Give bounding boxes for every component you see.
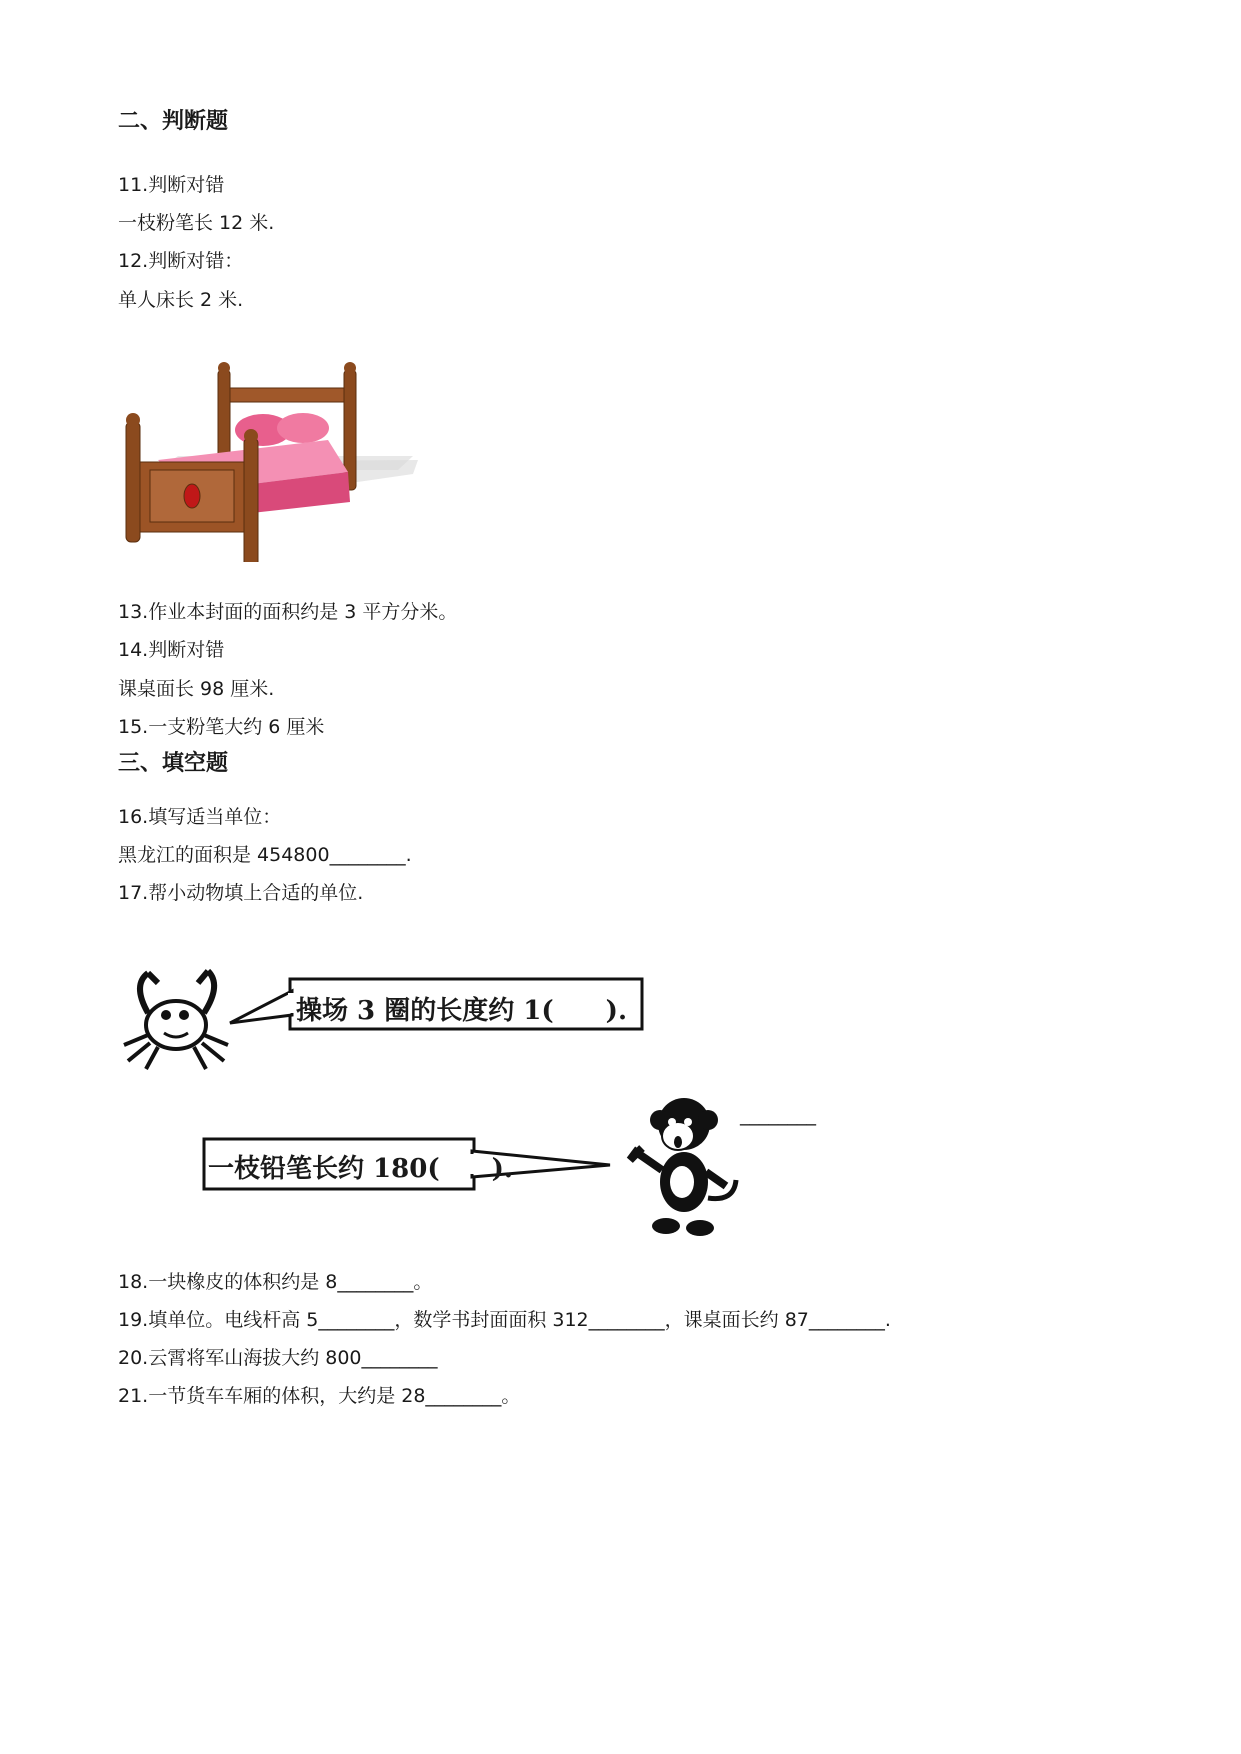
question-12-title: 12.判断对错： <box>118 250 244 272</box>
crab-illustration <box>118 965 238 1075</box>
question-11-title: 11.判断对错 <box>118 174 225 196</box>
question-18: 18.一块橡皮的体积约是 8________。 <box>118 1271 433 1293</box>
bed-illustration <box>118 362 418 562</box>
question-11-text: 一枝粉笔长 12 米. <box>118 212 275 234</box>
question-17-title: 17.帮小动物填上合适的单位. <box>118 882 364 904</box>
monkey-bubble-text: 一枝铅笔长约 180( ). <box>208 1154 513 1184</box>
crab-bubble-text: 操场 3 圈的长度约 1( ). <box>296 996 627 1026</box>
question-12-text: 单人床长 2 米. <box>118 289 244 311</box>
section-heading-fill-blank: 三、填空题 <box>118 751 229 776</box>
question-21: 21.一节货车车厢的体积，大约是 28________。 <box>118 1385 521 1407</box>
question-16-text: 黑龙江的面积是 454800________. <box>118 844 412 866</box>
question-19: 19.填单位。电线杆高 5________，数学书封面面积 312________，课桌面长约 87________. <box>118 1309 891 1331</box>
monkey-illustration <box>622 1090 742 1240</box>
question-13: 13.作业本封面的面积约是 3 平方分米。 <box>118 601 458 623</box>
question-17-answer-blank[interactable]: ________ <box>740 1104 816 1126</box>
question-20: 20.云霄将军山海拔大约 800________ <box>118 1347 438 1369</box>
section-heading-judgement: 二、判断题 <box>118 109 229 134</box>
question-14-title: 14.判断对错 <box>118 639 225 661</box>
question-16-title: 16.填写适当单位： <box>118 806 282 828</box>
question-15: 15.一支粉笔大约 6 厘米 <box>118 716 325 738</box>
question-14-text: 课桌面长 98 厘米. <box>118 678 275 700</box>
